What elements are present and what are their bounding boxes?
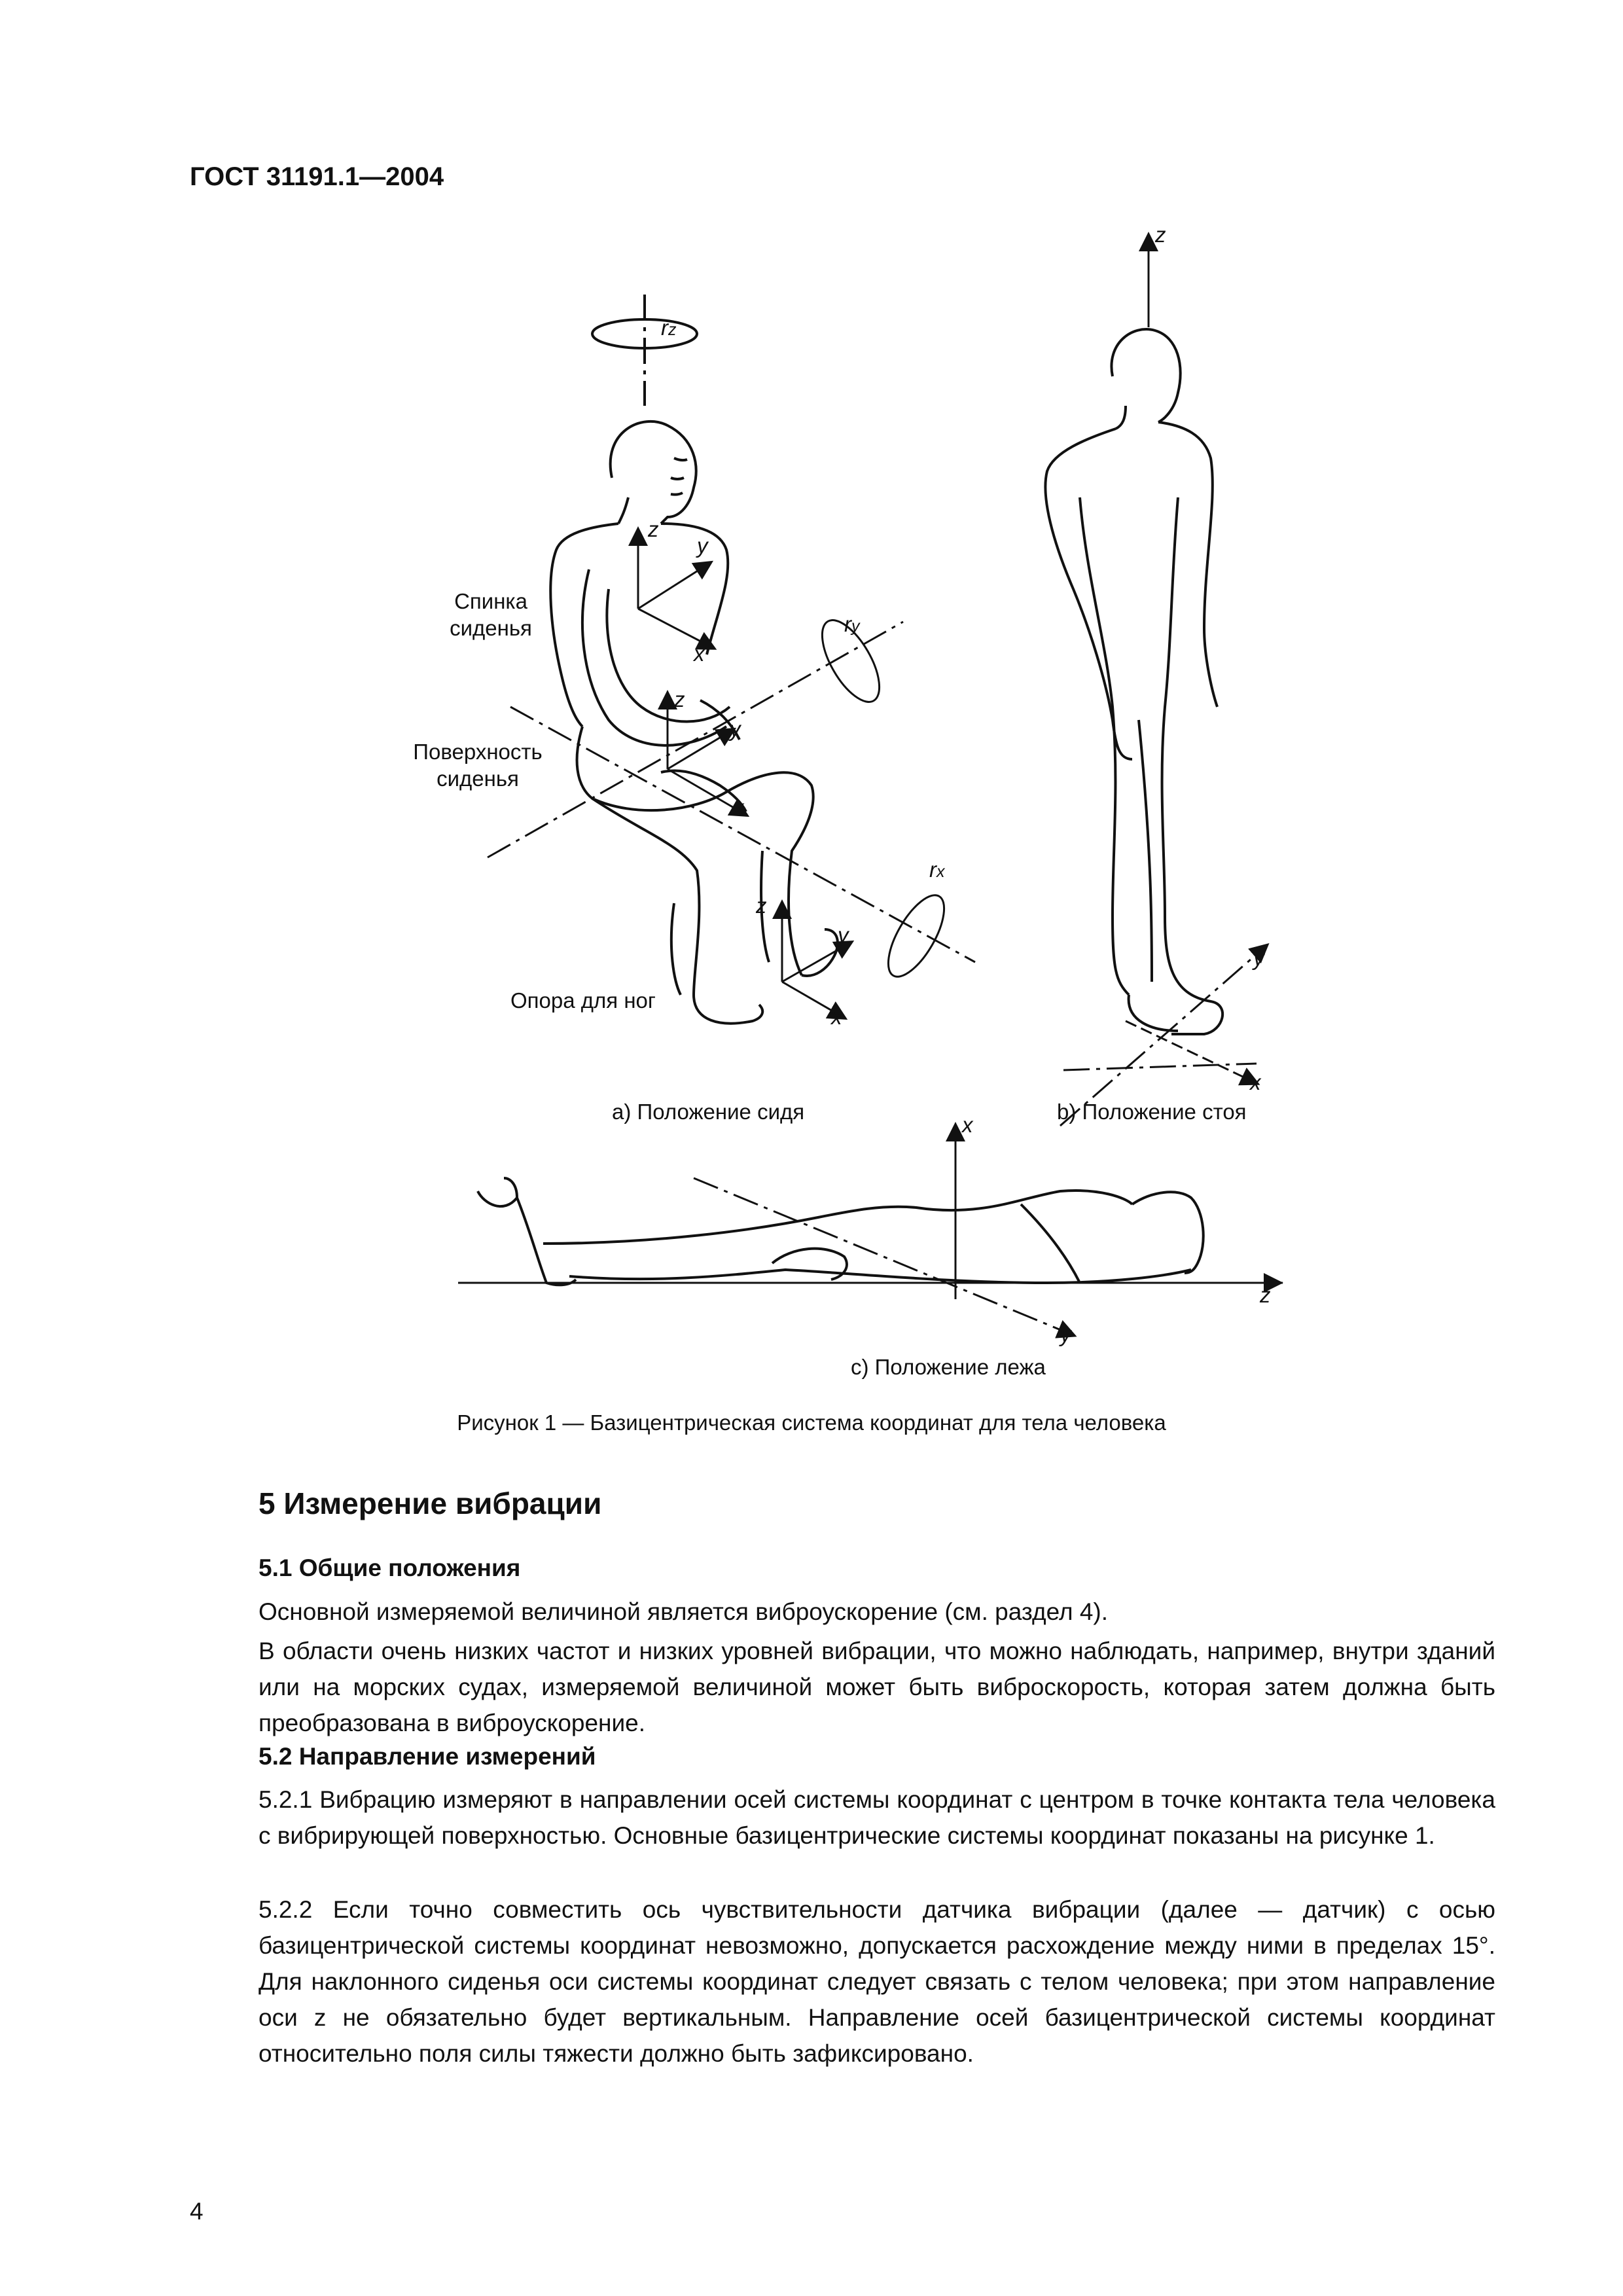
paragraph-5-1-2: В области очень низких частот и низких уровней вибрации, что можно наблюдать, например, внутри зданий или на морских судах, измеряемой величиной может быть виброскорость, которая затем должна быть преобразована в виброускорение. xyxy=(259,1638,1495,1736)
axis-seat-back-y: y xyxy=(697,533,708,558)
axis-standing-x: x xyxy=(1250,1070,1261,1094)
axis-standing-z: z xyxy=(1155,223,1166,247)
paragraph-5-2-2: 5.2.2 Если точно совместить ось чувствительности датчика вибрации (далее — датчик) с осью базицентрической системы координат невозможно, допускается расхождение между ними в пределах 15°. Для наклонного сиденья оси системы координат следует связать с телом человека; при этом направление оси z не обязательно будет вертикальным. Направление осей базицентрической системы координат относительно поля силы тяжести должно быть зафиксировано. xyxy=(259,1896,1495,2067)
subcaption-c: с) Положение лежа xyxy=(851,1355,1046,1379)
section-title: 5 Измерение вибрации xyxy=(259,1486,602,1520)
subcaption-b: b) Положение стоя xyxy=(1057,1100,1247,1124)
axis-seat-x: x xyxy=(733,795,744,819)
axis-seat-back-x: x xyxy=(694,641,705,666)
axis-foot-y: y xyxy=(838,923,849,947)
axis-rx-label: rx xyxy=(929,857,945,882)
axis-lying-x: x xyxy=(962,1113,973,1137)
label-seat-surface: Поверхность сиденья xyxy=(413,740,543,791)
axis-foot-z: z xyxy=(756,893,767,918)
subcaption-a: а) Положение сидя xyxy=(612,1100,805,1124)
axis-lying-y: y xyxy=(1060,1322,1071,1346)
lying-body-outline xyxy=(478,1178,1204,1285)
axis-lying-z: z xyxy=(1260,1283,1271,1307)
lying-axes xyxy=(458,1126,1283,1335)
page-number: 4 xyxy=(190,2198,204,2225)
axis-foot-x: x xyxy=(831,1005,842,1029)
paragraph-5-1-1: Основной измеряемой величиной является виброускорение (см. раздел 4). xyxy=(259,1598,1109,1625)
label-foot-support: Опора для ног xyxy=(510,988,656,1013)
axis-seat-back-z: z xyxy=(648,517,659,541)
subsection-5-2-title: 5.2 Направление измерений xyxy=(259,1743,596,1770)
axis-rz-label: rz xyxy=(661,315,677,340)
axis-standing-y: y xyxy=(1253,946,1264,970)
paragraph-5-2-1: 5.2.1 Вибрацию измеряют в направлении осей системы координат с центром в точке контакта тела человека с вибрирующей поверхностью. Основные базицентрические системы координат показаны на рисунке 1. xyxy=(259,1786,1495,1849)
standing-axes xyxy=(1060,946,1266,1126)
standing-body-outline xyxy=(1045,236,1222,1034)
figure-caption: Рисунок 1 — Базицентрическая система координат для тела человека xyxy=(457,1410,1166,1435)
subsection-5-1-title: 5.1 Общие положения xyxy=(259,1554,521,1581)
axis-seat-z: z xyxy=(674,687,685,711)
axis-seat-y: y xyxy=(730,717,741,741)
axis-ry-label: ry xyxy=(844,612,860,636)
document-code-header: ГОСТ 31191.1—2004 xyxy=(190,162,444,191)
label-seat-back: Спинка сиденья xyxy=(450,589,532,640)
